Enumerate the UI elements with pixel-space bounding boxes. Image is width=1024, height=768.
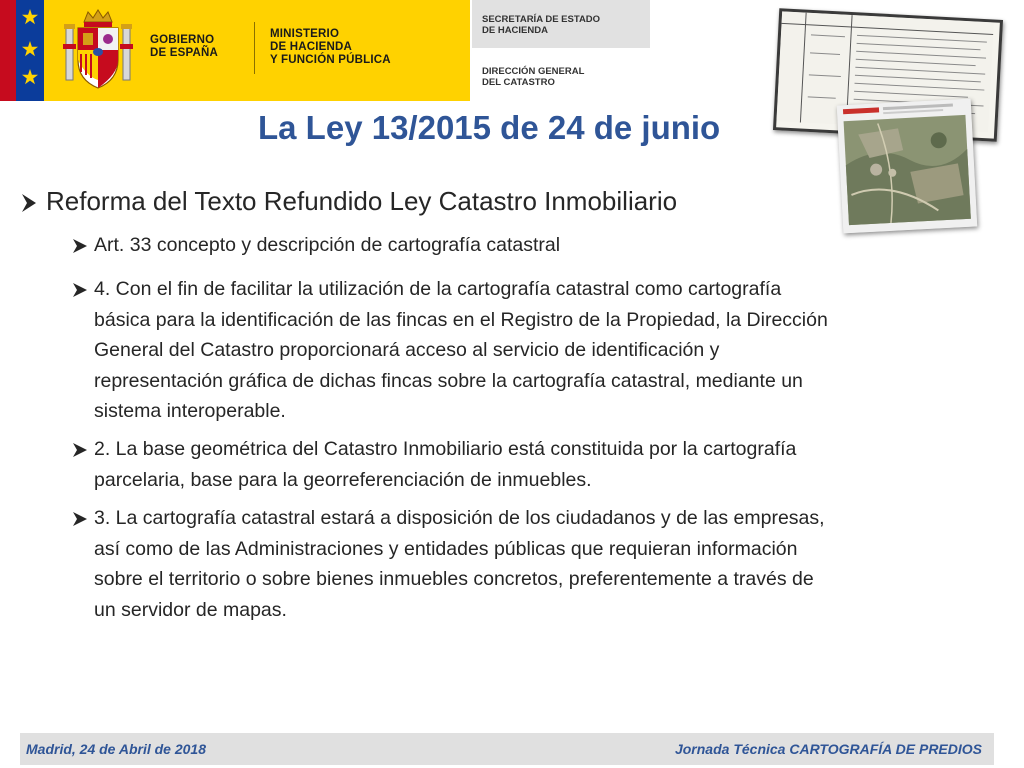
star-icon [22,69,38,85]
direccion-box [472,50,650,101]
government-banner [44,0,470,101]
main-bullet-text: Reforma del Texto Refundido Ley Catastro Inmobiliario [46,186,678,216]
aerial-photo-graphic [837,99,978,234]
footer-event: Jornada Técnica CARTOGRAFÍA DE PREDIOS [674,741,982,757]
banner-divider [254,22,255,74]
star-icon [22,41,38,57]
sub-bullet [72,230,832,261]
bullet-arrow-icon [72,511,88,527]
sub-bullet-text: Art. 33 concepto y descripción de cartografía catastral [94,234,561,256]
aerial-map-image [837,99,978,234]
direccion-label: DIRECCIÓN GENERAL DEL CATASTRO [482,66,585,88]
slide-title: La Ley 13/2015 de 24 de junio [258,109,721,146]
bullet-arrow-icon [72,238,88,254]
secretaria-box [472,0,650,48]
coat-of-arms-icon [62,8,134,94]
spain-flag-stripe [0,0,16,101]
ministry-label: MINISTERIO DE HACIENDA Y FUNCIÓN PÚBLICA [270,28,391,66]
sub-bullet-text: 4. Con el fin de facilitar la utilización de la cartografía catastral como cartografía básica para la identificación de las fincas en el Registro de la Propiedad, la Dirección General del Catastro proporcionará acceso al servicio de identificación y representación gráfica de dichas fincas sobre la cartografía catastral, mediante un sistema interoperable. [94,278,828,422]
footer-date: Madrid, 24 de Abril de 2018 [26,741,206,757]
sub-bullet [72,503,832,625]
sub-bullet [72,434,832,495]
bullet-arrow-icon [20,192,38,214]
bullet-arrow-icon [72,442,88,458]
secretaria-label: SECRETARÍA DE ESTADO DE HACIENDA [482,14,601,36]
sub-bullet-text: 2. La base geométrica del Catastro Inmobiliario está constituida por la cartografía parcelaria, base para la georreferenciación de inmuebles. [94,438,797,491]
sub-bullet-text: 3. La cartografía catastral estará a disposición de los ciudadanos y de las empresas, así como de las Administraciones y entidades públicas que requieran información sobre el territorio o sobre bienes inmuebles concretos, preferentemente a través de un servidor de mapas. [94,507,825,621]
footer-bar [20,733,994,765]
gobierno-espana-label: GOBIERNO DE ESPAÑA [150,34,219,59]
eu-flag-block [16,0,44,101]
main-bullet [20,186,820,217]
bullet-arrow-icon [72,282,88,298]
star-icon [22,9,38,25]
sub-bullet [72,274,832,427]
